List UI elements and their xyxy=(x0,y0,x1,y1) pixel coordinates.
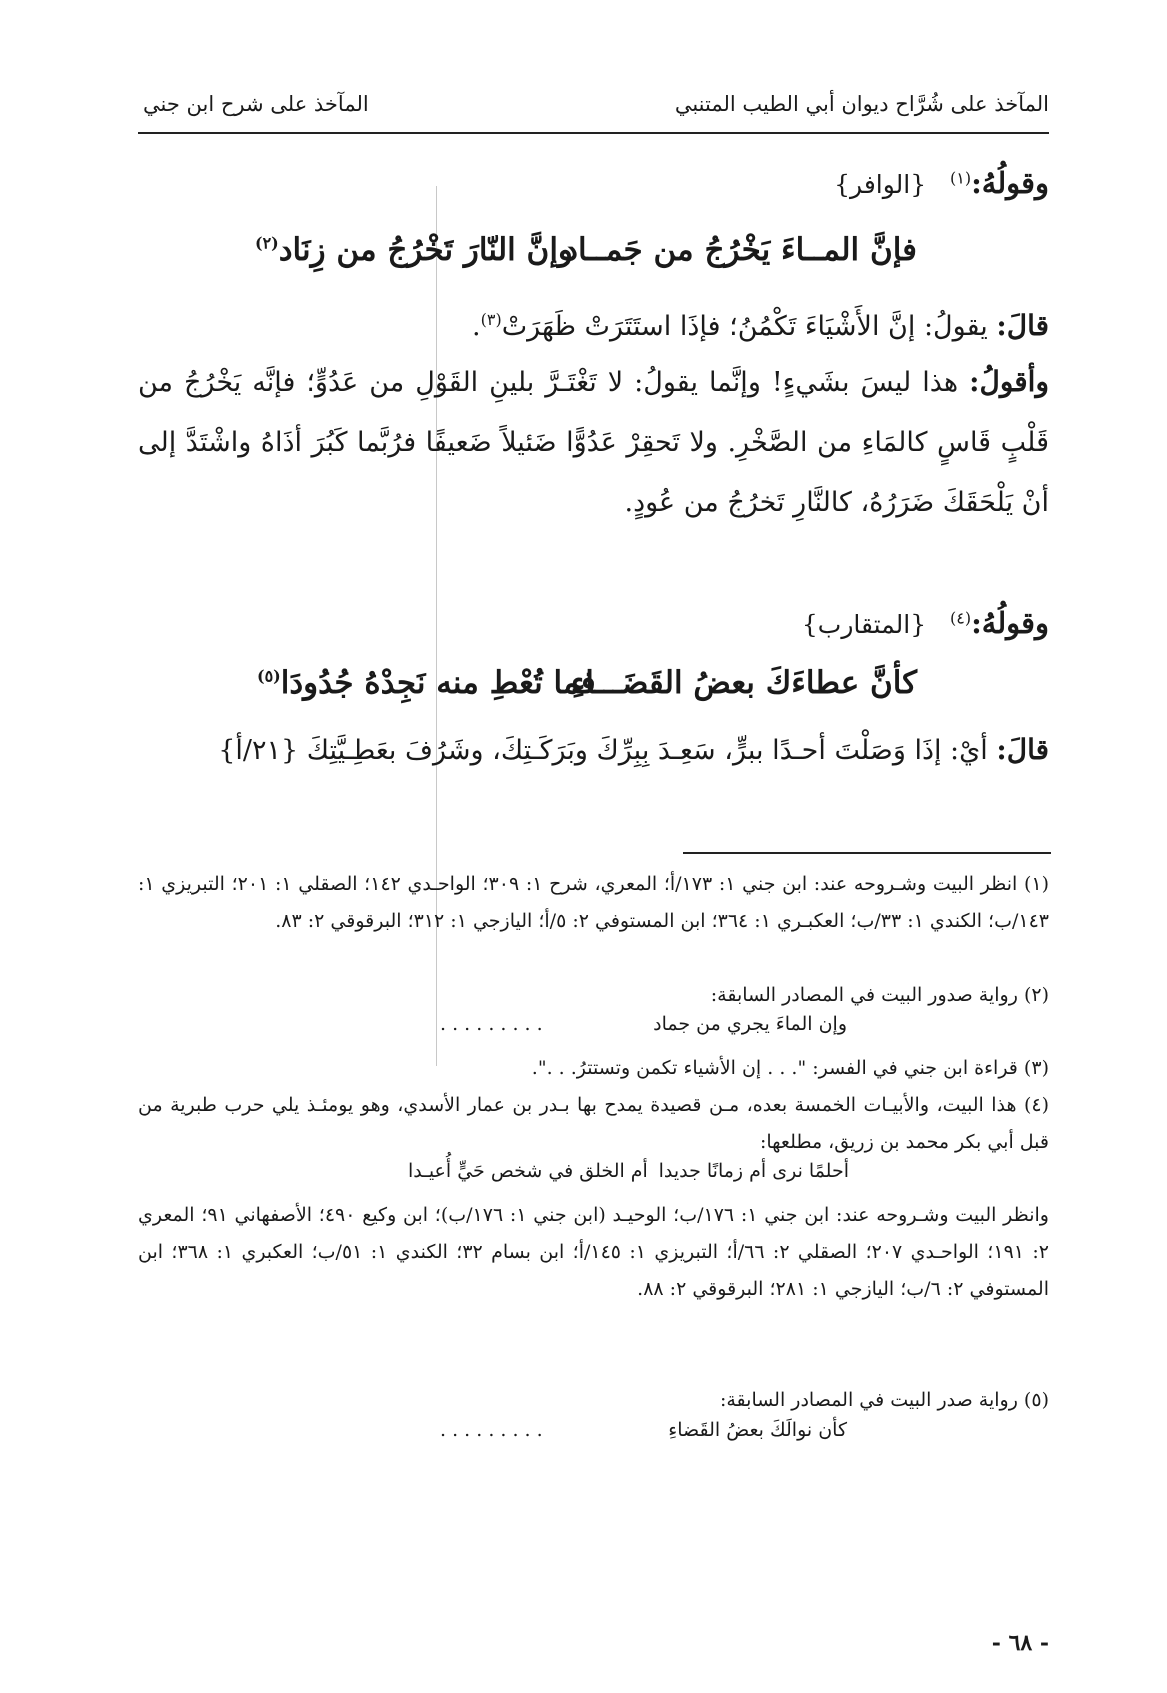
footnote-ref: (٥) xyxy=(257,666,281,686)
footnote-2-ellipsis: . . . . . . . . . xyxy=(440,1013,543,1035)
footnote-ref: (١) xyxy=(949,168,972,188)
section1-intro xyxy=(138,166,1049,200)
footnote-5: (٥) رواية صدر البيت في المصادر السابقة: xyxy=(719,1389,1049,1411)
qala-label: قالَ: xyxy=(996,309,1049,342)
meter-name: {المتقارب} xyxy=(801,610,927,639)
verse1-first-hemistich: فإنَّ المــاءَ يَخْرُجُ من جَمــاد xyxy=(564,232,917,268)
footnote-5-ellipsis: . . . . . . . . . xyxy=(440,1419,543,1441)
aqul-text: هذا ليسَ بشَيءٍ! وإنَّما يقولُ: لا تَغْتَـرَّ بلينِ القَوْلِ من عَدُوٍّ؛ فإنَّه يَخْرُجُ من قَلْبٍ قَاسٍ كالمَاءِ من الصَّخْرِ. ولا تَحقِرْ عَدُوًّا ضَئيلاً ضَعيفًا فرُبَّما كَبُرَ أذَاهُ واشْتَدَّ إلى أنْ يَلْحَقَكَ ضَرَرُهُ، كالنَّارِ تَخرُجُ من عُودٍ. xyxy=(138,367,1049,518)
verse2-first-hemistich: كأنَّ عطاءَكَ بعضُ القَضَـــاءِ xyxy=(570,665,917,701)
running-header-chapter-title: المآخذ على شرح ابن جني xyxy=(143,92,369,116)
footnote-5-verse: كأن نوالَكَ بعضُ القَضاءِ xyxy=(668,1419,847,1441)
footnote-ref: (٤) xyxy=(949,608,972,628)
footnote-1: (١) انظر البيت وشـروحه عند: ابن جني ١: ١٧٣/أ؛ المعري، شرح ١: ٣٠٩؛ الواحـدي ١٤٢؛ الصقلي ١: ٢٠١؛ التبريزي ١: ١٤٣/ب؛ الكندي ١: ٣٣/ب؛ العكبـري ١: ٣٦٤؛ ابن المستوفي ٢: ٥/أ؛ اليازجي ١: ٣١٢؛ البرقوقي ٢: ٨٣. xyxy=(138,873,1050,932)
footnote-2: (٢) رواية صدور البيت في المصادر السابقة: xyxy=(710,984,1049,1006)
intro-label: وقولُهُ: xyxy=(971,166,1049,200)
footnote-separator xyxy=(683,852,1051,854)
footnote-4: (٤) هذا البيت، والأبيـات الخمسة بعده، مـن قصيدة يمدح بها بـدر بن عمار الأسدي، وهو يومئـذ يلي حرب طبرية من قبل أبي بكر محمد بن زريق، مطلعها: xyxy=(138,1094,1049,1153)
footnote-ref: (٣) xyxy=(480,310,502,329)
meter-name: {الوافر} xyxy=(834,170,927,199)
section2-commentary-ibn-jinni xyxy=(138,720,1049,781)
qala-label: قالَ: xyxy=(996,733,1049,766)
verse2-second-hemistich xyxy=(257,665,596,701)
footnote-4-verse-second: أم الخلق في شخص حَيٍّ أُعيـدا xyxy=(408,1160,648,1182)
intro-label: وقولُهُ: xyxy=(971,606,1049,640)
footnote-ref: (٢) xyxy=(255,233,279,253)
section1-commentary-ibn-jinni: قالَ: يقولُ: إنَّ الأَشْيَاءَ تَكْمُنُ؛ فإذَا استَتَرَتْ ظَهَرَتْ$^{(٣)}$. xyxy=(472,309,1049,342)
header-rule xyxy=(138,132,1049,134)
qala-text: أيْ: إذَا وَصَلْتَ أحـدًا ببرٍّ، سَعِـدَ بِبِرِّكَ وبَرَكَـتِكَ، وشَرُفَ بعَطِـيَّتِكَ {٢١/أ} xyxy=(218,735,988,766)
section1-author-response xyxy=(138,352,1049,533)
page-number: - ٦٨ - xyxy=(991,1630,1049,1656)
section2-intro xyxy=(138,606,1049,640)
verse1-second-hemistich xyxy=(255,232,573,268)
verse1-second-text: وإنَّ النّارَ تَخْرُجُ من زِنَاد xyxy=(278,232,573,268)
footnote-4-references: وانظر البيت وشـروحه عند: ابن جني ١: ١٧٦/ب؛ الوحيـد (ابن جني ١: ١٧٦/ب)؛ ابن وكيع ٤٩٠؛ الأصفهاني ٩١؛ المعري ٢: ١٩١؛ الواحـدي ٢٠٧؛ الصقلي ٢: ٦٦/أ؛ التبريزي ١: ١٤٥/أ؛ ابن بسام ٣٢؛ الكندي ١: ٥١/ب؛ العكبري ١: ٣٦٨؛ ابن المستوفي ٢: ٦/ب؛ اليازجي ١: ٢٨١؛ البرقوقي ٢: ٨٨. xyxy=(138,1204,1049,1300)
footnote-4-verse-first: أحلمًا نرى أم زمانًا جديدا xyxy=(658,1160,849,1182)
footnote-3: (٣) قراءة ابن جني في الفسر: ". . . إن الأشياء تكمن وتستترُ. . .". xyxy=(531,1057,1049,1079)
running-header-book-title: المآخذ على شُرَّاح ديوان أبي الطيب المتنبي xyxy=(674,92,1049,116)
footnote-2-verse: وإن الماءَ يجري من جماد xyxy=(653,1013,847,1035)
qala-text: يقولُ: إنَّ الأَشْيَاءَ تَكْمُنُ؛ فإذَا استَتَرَتْ ظَهَرَتْ xyxy=(501,311,988,342)
aqul-label: وأقولُ: xyxy=(969,365,1049,398)
verse2-second-text: فما تُعْطِ منه نَجِدْهُ جُدُودَا xyxy=(280,665,596,701)
